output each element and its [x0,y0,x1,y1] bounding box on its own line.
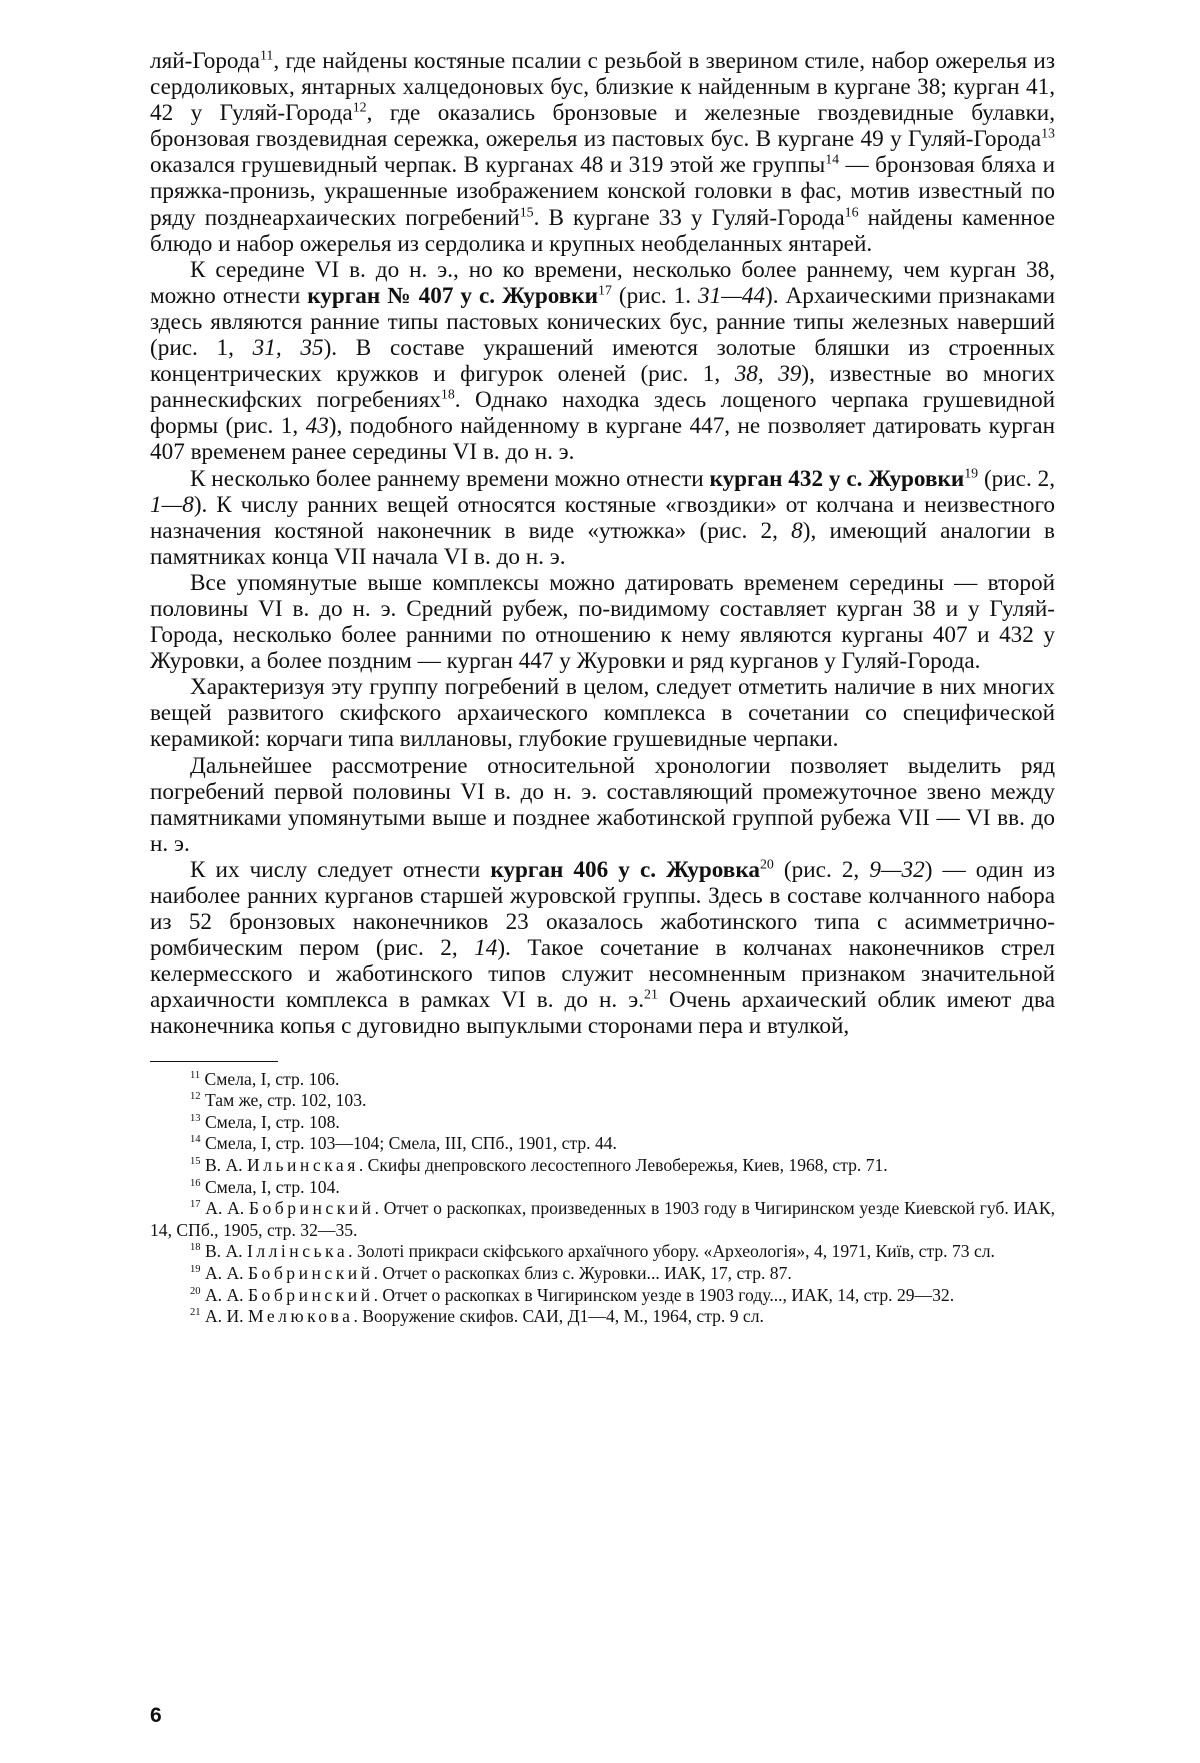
text-run: ). Архаическими признаками здесь являются ранние типы пастовых конических бус, ранние типы железных наверший (рис. 1, [150,282,1055,362]
footnote-ref: 19 [190,1264,201,1276]
text-run: оказался грушевидный черпак. В курганах 48 и 319 этой же группы [150,152,826,179]
footnote-ref: 19 [964,465,979,481]
footnote [150,1090,1055,1112]
footnote [150,1133,1055,1155]
footnote-ref: 16 [190,1177,201,1189]
paragraph [150,753,1055,857]
text-run: (рис. 2, [978,465,1055,492]
footnote [150,1198,1055,1241]
footnote-ref: 18 [190,1242,201,1254]
figure-ref: 31—44 [698,282,766,309]
paragraph [150,257,1055,466]
footnote [150,1155,1055,1177]
footnote [150,1285,1055,1307]
text-run: найдены каменное блюдо и набор ожерелья из сердолика и крупных необделанных янтарей. [150,204,1055,257]
footnote-ref: 20 [759,857,774,873]
bold-term: курган 432 у с. Журовки [709,465,965,492]
text-run: . Отчет о раскопках, произведенных в 1903 году в Чигиринском уезде Киевской губ. ИАК, 14, СПб., 1905, стр. 32—35. [150,1198,1056,1240]
text-run: ), подобного найденному в кургане 447, не позволяет датировать курган 407 временем ранее середины VI в. до н. э. [150,413,1055,466]
text-run: . Отчет о раскопках в Чигиринском уезде в 1903 году..., ИАК, 14, стр. 29—32. [373,1284,955,1305]
author-name: Ильинская [246,1154,359,1175]
text-run: Смела, I, стр. 104. [200,1176,340,1197]
text-run: ). Такое сочетание в колчанах наконечников стрел келермесского и жаботинского типов служит несомненным признаком значительной архаичности комплекса в рамках VI в. до н. э. [150,935,1055,1014]
text-run: ляй-Города [150,48,260,74]
figure-ref: 14 [474,935,498,962]
text-run: ). К числу ранних вещей относятся костяные «гвоздики» от колчана и неизвестного назначения костяной наконечник в виде «утюжка» (рис. 2, [150,491,1055,544]
text-run: — бронзовая бляха и пряжка-пронизь, украшенные изображением конской головки в фас, мотив известный по ряду позднеархаических погребений [150,152,1055,231]
figure-ref: 31, 35 [252,335,324,362]
main-text [150,48,1055,1040]
author-name: Бобринский [247,1262,374,1283]
footnote-ref: 14 [190,1134,201,1146]
footnote-separator [150,1061,278,1062]
text-run: К их числу следует отнести [190,856,491,883]
text-run: Очень архаический облик имеют два наконечника копья с дуговидно выпуклыми сторонами пера и втулкой, [150,987,1055,1040]
text-run: ) — один из наиболее ранних курганов старшей журовской группы. Здесь в составе колчанного набора из 52 бронзовых наконечников 23 оказалось жаботинского типа с асимметрично-ромбическим пером (рис. 2, [150,856,1055,962]
author-name: Бобринский [247,1284,374,1305]
text-run: . Вооружение скифов. САИ, Д1—4, М., 1964, стр. 9 сл. [353,1306,764,1327]
footnote [150,1241,1055,1263]
text-run: . Скифы днепровского лесостепного Левобережья, Киев, 1968, стр. 71. [358,1154,888,1175]
paragraph [150,570,1055,674]
footnote [150,1306,1055,1328]
page-body [150,48,1055,1328]
text-run: А. А. [200,1198,249,1219]
footnote-ref: 20 [190,1285,201,1297]
footnote [150,1263,1055,1285]
figure-ref: 9—32 [869,856,925,883]
bold-term: курган № 407 у с. Журовки [307,282,598,309]
figure-ref: 1—8 [150,491,194,518]
text-run: Смела, I, стр. 106. [200,1068,340,1089]
text-run: . В кургане 33 у Гуляй-Города [533,204,845,231]
text-run: , где найдены костяные псалии с резьбой в зверином стиле, набор ожерелья из сердоликовых, янтарных халцедоновых бус, близкие к найденным в кургане 38; курган 41, 42 у Гуляй-Города [150,48,1055,127]
text-run: ). В составе украшений имеются золотые бляшки из строенных концентрических кружков и фигурок оленей (рис. 1, [150,335,1055,388]
text-run: К несколько более раннему времени можно отнести [190,465,710,492]
text-run: . Отчет о раскопках близ с. Журовки... ИАК, 17, стр. 87. [373,1262,792,1283]
text-run: ), известные во многих раннескифских погребениях [150,361,1056,414]
text-run: . Золоті прикраси скіфського архаїчного убору. «Археологія», 4, 1971, Київ, стр. 73 сл. [348,1241,995,1262]
text-run: В. А. [200,1241,247,1262]
text-run: А. А. [200,1284,248,1305]
footnote [150,1177,1055,1199]
text-run: . Однако находка здесь лощеного черпака грушевидной формы (рис. 1, [150,387,1055,440]
bold-term: курган 406 у с. Журовка [490,856,760,883]
footnote-ref: 21 [644,987,658,1003]
text-run: (рис. 2, [773,856,870,883]
footnote-ref: 13 [190,1112,201,1124]
footnote-ref: 11 [259,48,274,64]
text-run: Смела, I, стр. 103—104; Смела, III, СПб., 1901, стр. 44. [200,1133,617,1154]
paragraph [150,857,1055,1040]
footnote [150,1112,1055,1134]
paragraph [150,48,1055,257]
text-run: ), имеющий аналогии в памятниках конца VII начала VI в. до н. э. [150,517,1055,570]
text-run: К середине VI в. до н. э., но ко времени, несколько более раннему, чем курган 38, можно отнести [150,256,1055,309]
footnote-ref: 21 [190,1307,201,1319]
text-run: Там же, стр. 102, 103. [200,1090,367,1111]
author-name: Іллінська [246,1241,349,1262]
footnote-ref: 15 [519,204,534,220]
text-run: , где оказались бронзовые и железные гвоздевидные булавки, бронзовая гвоздевидная сережка, ожерелья из пастовых бус. В кургане 49 у Гуляй-Города [150,100,1055,153]
text-run: (рис. 1. [611,282,699,309]
text-run: Смела, I, стр. 108. [200,1111,340,1132]
text-run: В. А. [200,1154,247,1175]
figure-ref: 43 [305,413,329,440]
footnote-ref: 15 [190,1156,201,1168]
footnote-ref: 16 [844,204,859,220]
text-run: Все упомянутые выше комплексы можно датировать временем середины — второй половины VI в. до н. э. Средний рубеж, по-видимому составляет курган 38 и у Гуляй-Города, несколько более ранними по отношению к нему являются курганы 407 и 432 у Журовки, а более поздним — курган 447 у Журовки и ряд курганов у Гуляй-Города. [150,569,1055,675]
footnote-ref: 18 [440,387,455,403]
figure-ref: 8 [791,517,803,544]
author-name: Мелюкова [247,1306,354,1327]
footnote-ref: 14 [825,152,840,168]
footnote-ref: 12 [190,1091,201,1103]
paragraph [150,466,1055,570]
text-run: Дальнейшее рассмотрение относительной хронологии позволяет выделить ряд погребений первой половины VI в. до н. э. составляющий промежуточное звено между памятниками упомянутыми выше и позднее жаботинской группой рубежа VII — VI вв. до н. э. [150,752,1055,857]
text-run: Характеризуя эту группу погребений в целом, следует отметить наличие в них многих вещей развитого скифского архаического комплекса в сочетании со специфической керамикой: корчаги типа виллановы, глубокие грушевидные черпаки. [150,674,1055,753]
footnote-ref: 11 [190,1069,201,1081]
footnote-ref: 12 [352,100,367,116]
paragraph [150,674,1055,752]
page-number: 6 [150,1704,162,1727]
text-run: А. А. [200,1262,248,1283]
figure-ref: 38, 39 [734,361,802,388]
author-name: Бобринский [248,1198,375,1219]
footnote-ref: 17 [597,283,612,299]
footnote-ref: 13 [1041,126,1055,142]
footnote-ref: 17 [190,1199,201,1211]
text-run: А. И. [200,1306,248,1327]
footnotes [150,1069,1055,1328]
footnote [150,1069,1055,1091]
